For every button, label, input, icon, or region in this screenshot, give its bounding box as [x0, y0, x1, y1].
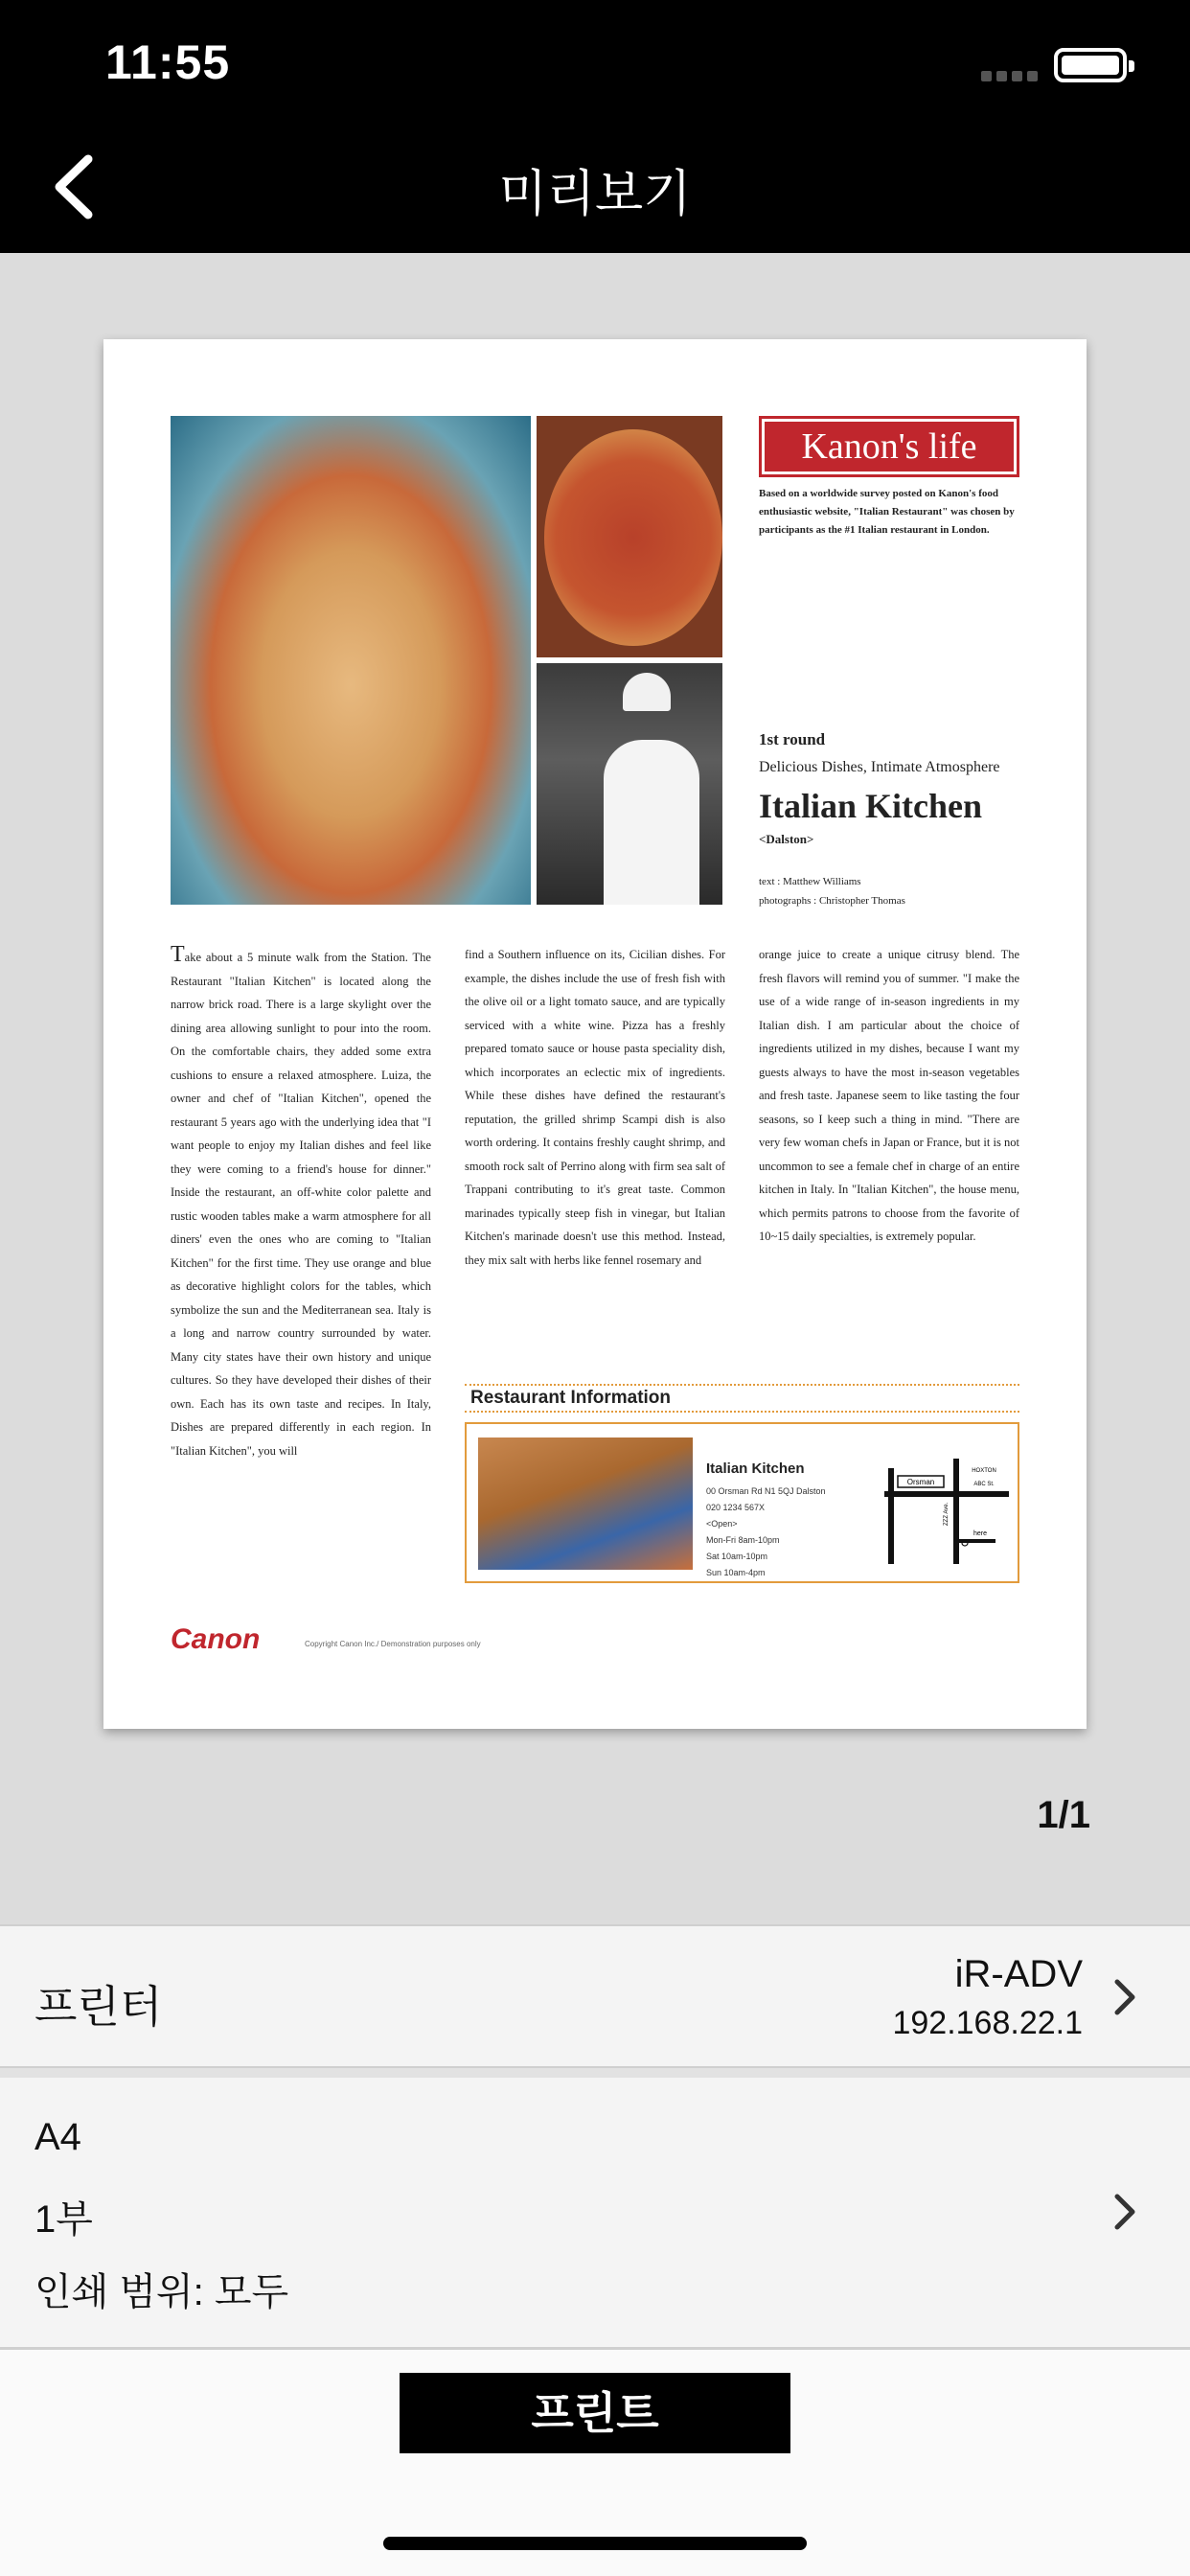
article-round: 1st round: [759, 730, 826, 748]
article-column-2: find a Southern influence on its, Cicilian dishes. For example, the dishes include the use of fresh fish with the olive oil or a light tomato sauce, and are typically serviced with a white wine. Pizza has a freshly prepared tomato sauce or house pasta speciality dish, which incorporates an eclectic mix of ingredients. While these dishes have defined the restaurant's reputation, the grilled shrimp Scampi dish is also worth ordering. It contains freshly caught shrimp, and smooth rock salt of Perrino along with firm sea salt of Trappani contributing to it's great taste. Common marinades typically steep fish in vinegar, but Italian Kitchen's marinade doesn't use this method. Instead, they mix salt with herbs like fennel rosemary and: [465, 948, 725, 1267]
pizza-photo: [537, 416, 722, 657]
page-indicator: 1/1: [1037, 1794, 1090, 1836]
map-label-orsman: Orsman: [906, 1478, 935, 1486]
article-title: Italian Kitchen: [759, 787, 983, 825]
restaurant-hours-weekday: Mon-Fri 8am-10pm: [706, 1535, 780, 1545]
restaurant-hours-sat: Sat 10am-10pm: [706, 1552, 768, 1561]
chef-photo: [537, 663, 722, 905]
restaurant-info-title: Restaurant Information: [465, 1384, 1019, 1413]
chevron-right-icon: [1110, 1976, 1138, 2018]
magazine-logo: Kanon's life: [759, 416, 1019, 477]
restaurant-map: [884, 1459, 1009, 1564]
page-title: 미리보기: [498, 167, 692, 222]
print-range-value: 인쇄 범위: 모두: [34, 2271, 289, 2313]
article-subhead: Delicious Dishes, Intimate Atmosphere: [759, 759, 1000, 775]
print-button[interactable]: 프린트: [400, 2373, 790, 2453]
map-label-hoxton: HOXTON: [972, 1468, 996, 1474]
printer-model: iR-ADV: [954, 1953, 1083, 1995]
action-bar: [0, 2350, 1190, 2576]
article-district: <Dalston>: [759, 832, 814, 846]
credit-text: text : Matthew Williams: [759, 876, 861, 887]
pasta-photo: [171, 416, 531, 905]
article-column-1: Take about a 5 minute walk from the Station. The Restaurant "Italian Kitchen" is located along the narrow brick road. There is a large skylight over the dining area allowing sunlight to pour into the room. On the comfortable chairs, they added some extra cushions to ensure a relaxed atmosphere. Luiza, the owner and chef of "Italian Kitchen", opened the restaurant 5 years ago with the underlying idea that "I want people to enjoy my Italian dishes and feel like they were coming to a friend's house for dinner." Inside the restaurant, an off-white color palette and rustic wooden tables make a warm atmosphere for all diners' even the ones who are coming to "Italian Kitchen" for the first time. They use orange and blue as decorative highlight colors for the tables, which symbolize the sun and the Mediterranean sea. Italy is a long and narrow country surrounded by water. Many city states have their own history and unique cultures. So they have developed their dishes of their own. Each has its own taste and recipes. In Italy, Dishes are prepared differently in each region. In "Italian Kitchen", you will: [171, 942, 431, 1458]
printer-label: 프린터: [34, 1982, 163, 2032]
section-divider: [0, 2068, 1190, 2078]
restaurant-open-label: <Open>: [706, 1519, 738, 1529]
printer-selector[interactable]: [0, 1924, 1190, 2068]
battery-icon: [1054, 48, 1127, 82]
paper-size-value: A4: [34, 2116, 81, 2158]
copyright-text: Copyright Canon Inc./ Demonstration purposes only: [305, 1640, 481, 1648]
home-indicator[interactable]: [383, 2537, 807, 2550]
restaurant-name: Italian Kitchen: [706, 1460, 805, 1477]
map-label-zzz: ZZZ Ave.: [944, 1502, 950, 1526]
status-time: 11:55: [105, 35, 231, 89]
map-label-abc: ABC St.: [973, 1482, 995, 1487]
canon-logo: Canon: [171, 1623, 261, 1655]
print-settings[interactable]: [0, 2078, 1190, 2350]
top-bar: [0, 0, 1190, 253]
magazine-intro: Based on a worldwide survey posted on Kanon's food enthusiastic website, "Italian Restaurant" was chosen by participants as the #1 Italian restaurant in London.: [759, 488, 1015, 536]
restaurant-address: 00 Orsman Rd N1 5QJ Dalston: [706, 1486, 826, 1496]
article-credits: [759, 872, 905, 910]
signal-icon: [981, 71, 1038, 81]
copies-value: 1부: [34, 2198, 93, 2241]
restaurant-hours-sun: Sun 10am-4pm: [706, 1568, 766, 1577]
print-preview-page[interactable]: [103, 339, 1087, 1729]
map-label-here: here: [973, 1530, 988, 1537]
restaurant-details: [706, 1484, 826, 1581]
restaurant-phone: 020 1234 567X: [706, 1503, 766, 1512]
credit-photos: photographs : Christopher Thomas: [759, 895, 905, 907]
restaurant-info-box: [465, 1422, 1019, 1583]
chevron-right-icon: [1110, 2191, 1138, 2233]
printer-ip: 192.168.22.1: [892, 2005, 1083, 2041]
article-column-3: orange juice to create a unique citrusy blend. The fresh flavors will remind you of summer. "I make the use of a wide range of in-season ingredients in my Italian dish. I am particular about the choice of ingredients utilized in my dishes, because I want my guests always to have the most in-season vegetables and fresh taste. Japanese seem to like tasting the four seasons, so I keep such a thing in mind. "There are very few woman chefs in Japan or France, but it is not uncommon to see a female chef in charge of an entire kitchen in Italy. In "Italian Kitchen", the house menu, which permits patrons to choose from the favorite of 10~15 daily specialties, is extremely popular.: [759, 948, 1019, 1243]
restaurant-photo: [478, 1438, 693, 1570]
